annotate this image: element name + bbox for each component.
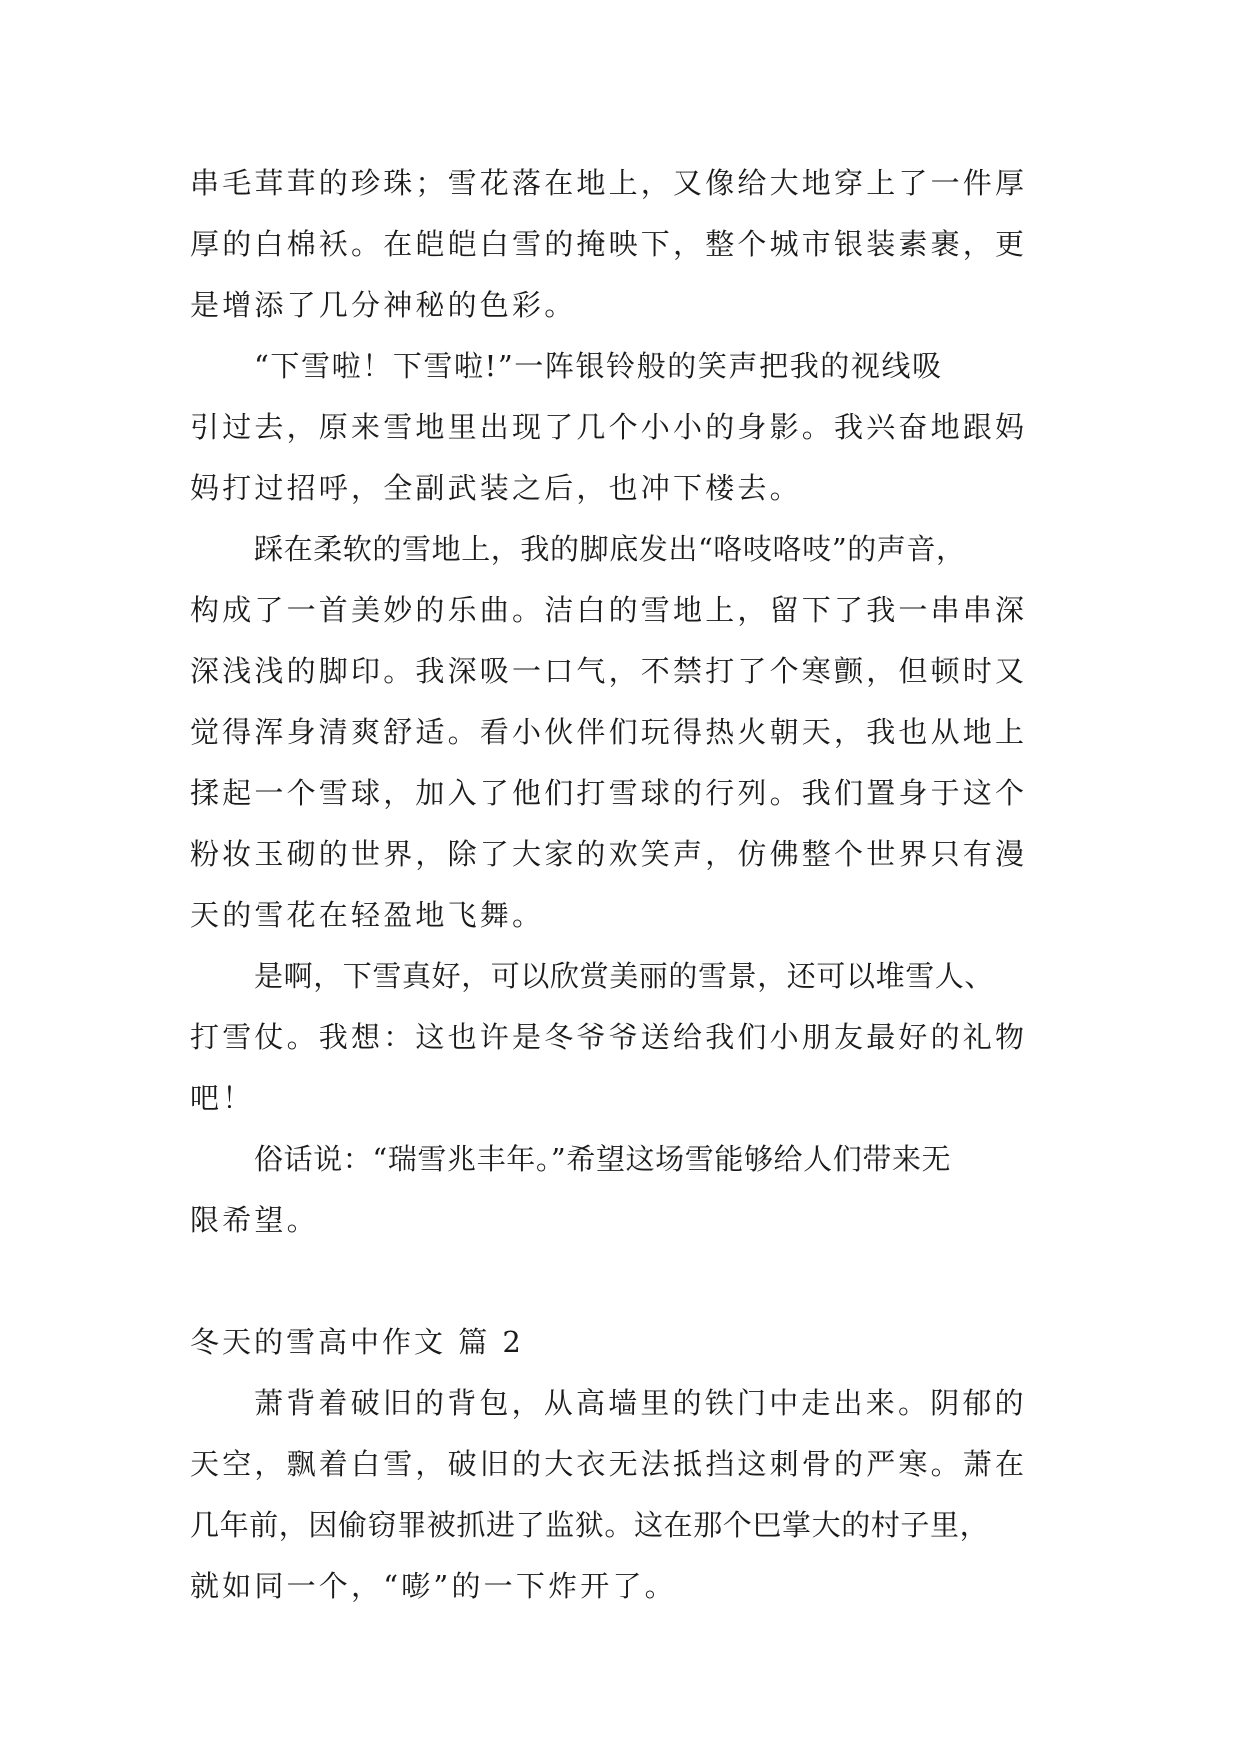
text-line: 踩在柔软的雪地上，我的脚底发出“咯吱咯吱”的声音， <box>254 532 966 566</box>
text-line: 是啊，下雪真好，可以欣赏美丽的雪景，还可以堆雪人、 <box>254 959 995 993</box>
text-line: 打雪仗。我想：这也许是冬爷爷送给我们小朋友最好的礼物 <box>190 1020 1028 1054</box>
text-line: 觉得浑身清爽舒适。看小伙伴们玩得热火朝天，我也从地上 <box>190 715 1028 749</box>
paragraph-1 <box>190 153 1062 336</box>
text-line: 厚的白棉袄。在皑皑白雪的掩映下，整个城市银装素裹，更 <box>190 227 1028 261</box>
text-line: 是增添了几分神秘的色彩。 <box>190 288 577 322</box>
text-line: 串毛茸茸的珍珠；雪花落在地上，又像给大地穿上了一件厚 <box>190 166 1028 200</box>
text-line: 深浅浅的脚印。我深吸一口气，不禁打了个寒颤，但顿时又 <box>190 654 1028 688</box>
section-spacer <box>190 1251 1062 1312</box>
paragraph-6 <box>190 1373 1062 1617</box>
text-line: 俗话说：“瑞雪兆丰年。”希望这场雪能够给人们带来无 <box>254 1142 952 1176</box>
text-line: 天空，飘着白雪，破旧的大衣无法抵挡这刺骨的严寒。萧在 <box>190 1447 1028 1481</box>
section-heading: 冬天的雪高中作文 篇 2 <box>190 1325 524 1359</box>
paragraph-2 <box>190 336 1062 519</box>
article-body <box>190 153 1062 1617</box>
text-line: 限希望。 <box>190 1203 319 1237</box>
paragraph-5 <box>190 1129 1062 1251</box>
paragraph-3 <box>190 519 1062 946</box>
text-line: “下雪啦！下雪啦!”一阵银铃般的笑声把我的视线吸 <box>254 349 943 383</box>
text-line: 妈打过招呼，全副武装之后，也冲下楼去。 <box>190 471 802 505</box>
text-line: 构成了一首美妙的乐曲。洁白的雪地上，留下了我一串串深 <box>190 593 1028 627</box>
text-line: 就如同一个，“嘭”的一下炸开了。 <box>190 1569 677 1603</box>
text-line: 几年前，因偷窃罪被抓进了监狱。这在那个巴掌大的村子里， <box>190 1508 990 1542</box>
text-line: 萧背着破旧的背包，从高墙里的铁门中走出来。阴郁的 <box>254 1386 1027 1420</box>
text-line: 粉妆玉砌的世界，除了大家的欢笑声，仿佛整个世界只有漫 <box>190 837 1028 871</box>
text-line: 揉起一个雪球，加入了他们打雪球的行列。我们置身于这个 <box>190 776 1028 810</box>
paragraph-4 <box>190 946 1062 1129</box>
text-line: 天的雪花在轻盈地飞舞。 <box>190 898 545 932</box>
text-line: 引过去，原来雪地里出现了几个小小的身影。我兴奋地跟妈 <box>190 410 1028 444</box>
text-line: 吧！ <box>190 1081 255 1115</box>
